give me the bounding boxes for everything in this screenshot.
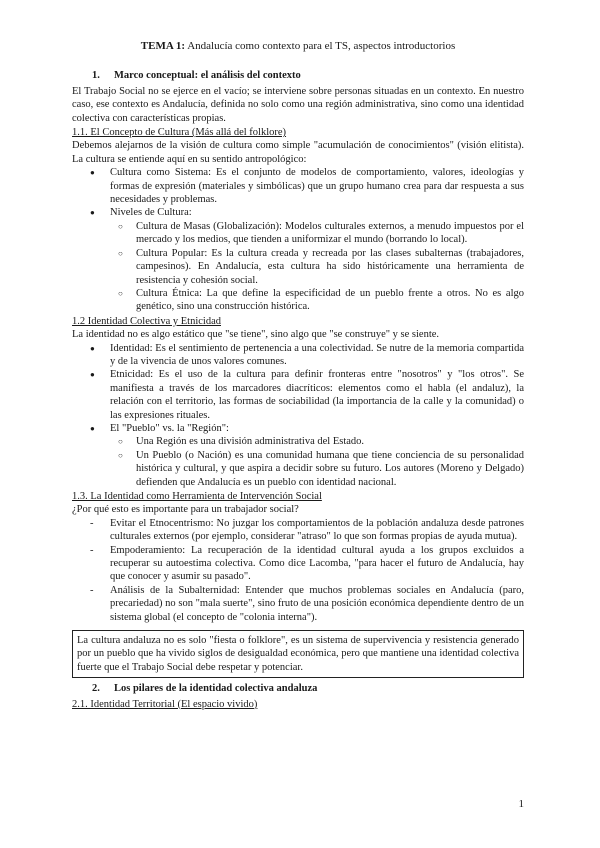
- title-label: TEMA 1:: [140, 40, 186, 52]
- page-number: 1: [518, 798, 524, 810]
- list-item: ○ Cultura de Masas (Globalización): Modelos culturales externos, a menudo impuestos por el mercado y los medios, que tienden a uniformizar el mundo (borrando lo local).: [136, 220, 524, 247]
- list-item: ● Etnicidad: Es el uso de la cultura para definir fronteras entre "nosotros" y "los otros". Se manifiesta a través de los marcadores diacríticos: elementos como el habla (el andaluz), la relación con el territorio, las formas de sociabilidad (la importancia de la calle y la comunidad) o las expresiones rituales.: [110, 368, 524, 422]
- list-item: [110, 206, 524, 313]
- section-1-title: Marco conceptual: el análisis del contexto: [114, 70, 301, 82]
- subsection-1-2-heading: 1.2 Identidad Colectiva y Etnicidad: [72, 315, 221, 327]
- list-item: ○ Un Pueblo (o Nación) es una comunidad humana que tiene conciencia de su personalidad histórica y cultural, y que aspira a decidir sobre su futuro. Los autores (Moreno y Delgado) defienden que Andalucía es un pueblo con identidad nacional.: [136, 449, 524, 489]
- section-2-heading: [72, 682, 524, 695]
- section-1-number: 1.: [92, 70, 100, 82]
- list-item-text: El "Pueblo" vs. la "Región":: [110, 422, 229, 434]
- list-item-text: Niveles de Cultura:: [110, 207, 192, 219]
- section-2-number: 2.: [92, 683, 100, 695]
- title-text: Andalucía como contexto para el TS, aspectos introductorios: [185, 40, 456, 52]
- list-item: - Análisis de la Subalternidad: Entender que muchos problemas sociales en Andalucía (paro, precariedad) no son "mala suerte", sino fruto de una posición económica dependiente dentro de un sistema global (el concepto de "colonia interna").: [110, 584, 524, 624]
- section-1-intro: El Trabajo Social no se ejerce en el vacío; se interviene sobre personas situadas en un contexto. En nuestro caso, ese contexto es Andalucía, definida no solo como una región administrativa, sino como una identidad colectiva con características propias.: [72, 85, 524, 124]
- list-item: ○ Una Región es una división administrativa del Estado.: [136, 435, 524, 448]
- list-item: ○ Cultura Étnica: La que define la especificidad de un pueblo frente a otros. No es algo genético, sino una construcción histórica.: [136, 287, 524, 314]
- section-2-title: Los pilares de la identidad colectiva andaluza: [114, 683, 318, 695]
- subsection-1-2-intro: La identidad no es algo estático que "se tiene", sino algo que "se construye" y se siente.: [72, 329, 440, 341]
- list-item: - Evitar el Etnocentrismo: No juzgar los comportamientos de la población andaluza desde patrones culturales externos (por ejemplo, considerar "atraso" lo que son formas propias de ayuda mutua).: [110, 517, 524, 544]
- subsection-1-3-heading: 1.3. La Identidad como Herramienta de Intervención Social: [72, 491, 322, 502]
- list-item: [110, 422, 524, 489]
- list-item: - Empoderamiento: La recuperación de la identidad cultural ayuda a los grupos excluidos a recuperar su autoestima colectiva. Como dice Lacomba, "para hacer el futuro de Andalucía, hay que conocer y asumir su pasado".: [110, 544, 524, 584]
- list-item: ○ Cultura Popular: Es la cultura creada y recreada por las clases subalternas (trabajadores, campesinos). En Andalucía, esta cultura ha sido históricamente una herramienta de resistencia y cohesión social.: [136, 247, 524, 287]
- summary-box: La cultura andaluza no es solo "fiesta o folklore", es un sistema de supervivencia y resistencia generado por un pueblo que ha vivido siglos de desigualdad económica, pero que mantiene una identidad colectiva fuerte que el Trabajo Social debe respetar y potenciar.: [72, 630, 524, 678]
- section-1-heading: [72, 69, 524, 82]
- culture-list: [72, 166, 524, 313]
- identity-list: [72, 342, 524, 489]
- intervention-list: [72, 517, 524, 624]
- list-item: ● Identidad: Es el sentimiento de pertenencia a una colectividad. Se nutre de la memoria compartida y de la vivencia de unos valores comunes.: [110, 342, 524, 369]
- list-item: ● Cultura como Sistema: Es el conjunto de modelos de comportamiento, valores, ideologías y formas de expresión (materiales y simbólicas) que un grupo humano crea para dar respuesta a sus necesidades y problemas.: [110, 166, 524, 206]
- page-title: [72, 40, 524, 53]
- subsection-2-1-heading: 2.1. Identidad Territorial (El espacio vivido): [72, 698, 258, 710]
- subsection-1-1-intro: Debemos alejarnos de la visión de cultura como simple "acumulación de conocimientos" (visión elitista). La cultura se entiende aquí en su sentido antropológico:: [72, 140, 524, 165]
- subsection-1-3-question: ¿Por qué esto es importante para un trabajador social?: [72, 504, 299, 516]
- subsection-1-1-heading: 1.1. El Concepto de Cultura (Más allá del folklore): [72, 127, 287, 139]
- pueblo-region-list: [110, 435, 524, 489]
- culture-levels-list: [110, 220, 524, 314]
